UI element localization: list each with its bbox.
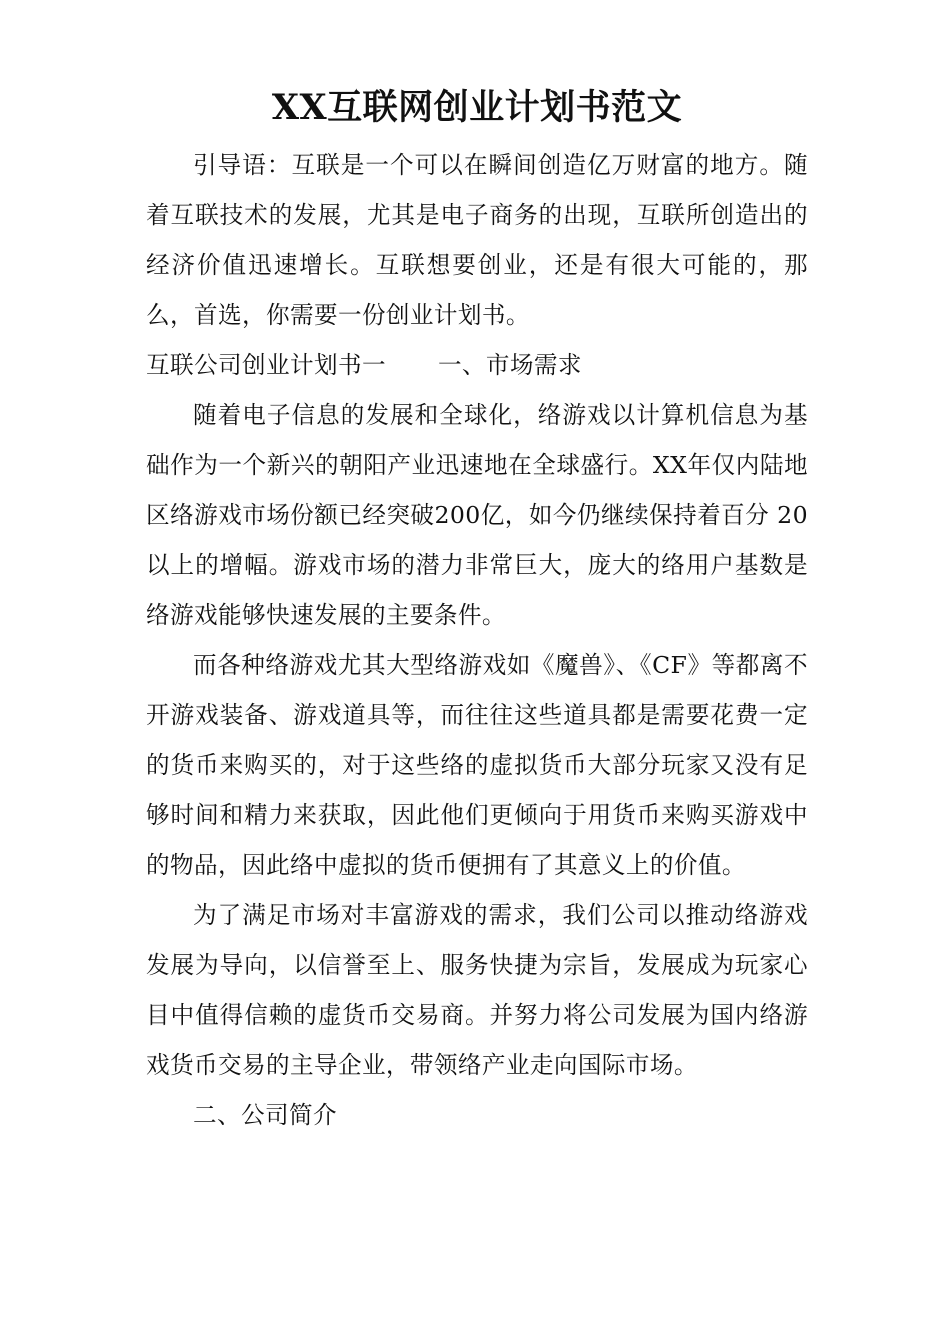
document-body: [146, 82, 808, 1140]
document-title: XX互联网创业计划书范文: [271, 87, 683, 128]
plan-label: 互联公司创业计划书一: [146, 351, 386, 379]
intro-paragraph: 引导语：互联是一个可以在瞬间创造亿万财富的地方。随着互联技术的发展，尤其是电子商务的出现，互联所创造出的经济价值迅速增长。互联想要创业，还是有很大可能的，那么，首选，你需要一份创业计划书。: [146, 151, 808, 329]
market-paragraph-2: 而各种络游戏尤其大型络游戏如《魔兽》、《CF》等都离不开游戏装备、游戏道具等，而往往这些道具都是需要花费一定的货币来购买的，对于这些络的虚拟货币大部分玩家又没有足够时间和精力来获取，因此他们更倾向于用货币来购买游戏中的物品，因此络中虚拟的货币便拥有了其意义上的价值。: [146, 651, 808, 879]
market-paragraph-3: 为了满足市场对丰富游戏的需求，我们公司以推动络游戏发展为导向，以信誉至上、服务快捷为宗旨，发展成为玩家心目中值得信赖的虚货币交易商。并努力将公司发展为国内络游戏货币交易的主导企业，带领络产业走向国际市场。: [146, 901, 808, 1079]
plan-heading-line: [146, 340, 808, 390]
section-heading-company-profile: 二、公司简介: [193, 1101, 337, 1129]
section-heading-market-demand: 一、市场需求: [437, 351, 582, 379]
market-paragraph-1: 随着电子信息的发展和全球化，络游戏以计算机信息为基础作为一个新兴的朝阳产业迅速地在全球盛行。XX年仅内陆地区络游戏市场份额已经突破200亿，如今仍继续保持着百分 20 以上的增幅。游戏市场的潜力非常巨大，庞大的络用户基数是络游戏能够快速发展的主要条件。: [146, 401, 808, 629]
